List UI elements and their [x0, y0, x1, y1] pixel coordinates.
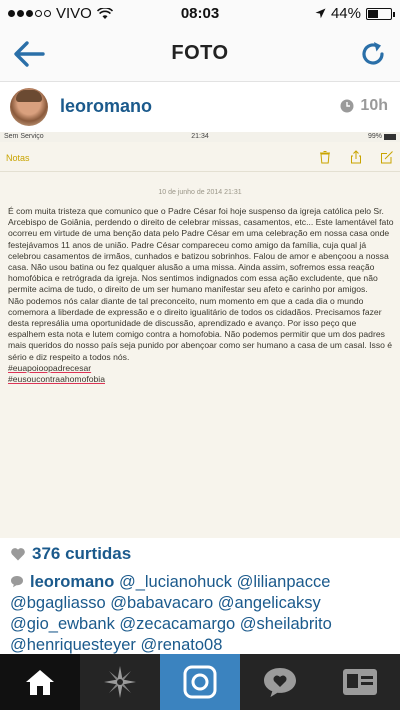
tab-camera[interactable]	[160, 654, 240, 710]
activity-icon	[262, 666, 298, 698]
page-title: FOTO	[171, 42, 229, 64]
note-hashtag-1: #euapoioopadrecesar	[8, 362, 92, 373]
photo-time: 21:34	[191, 133, 209, 140]
post-age: 10h	[360, 97, 388, 114]
note-paragraph-1: É com muita tristeza que comunico que o Padre César foi hoje suspenso da igreja católica pelo Sr. Arcebispo de Goiânia, perdendo o direito de celebrar missas, casamentos, etc... Este lamentável fato ocorreu em virtude de uma benção data pelo Padre César em uma celebração em nossa casa onde festejávamos 11 anos de união. Padre César compareceu como amigo da família, cuja qual já celebrou casamentos de irmãos, cunhados e batizou sobrinhos. Falou de amor e abençoou a nossa casa. Não usou batina ou fez qualquer alusão a uma missa. Ainda assim, sofremos essa reação homofóbica e retrógrada da igreja. Nos sentimos indignados com essa ação excludente, que não permite acima de tudo, o direito de um ser humano manifestar seu afeto e carinho por amigos.	[8, 206, 394, 295]
note-date: 10 de junho de 2014 21:31	[158, 189, 242, 196]
battery-percent: 44%	[330, 5, 361, 22]
status-right	[315, 5, 392, 22]
nav-bar	[0, 26, 400, 82]
note-body	[8, 206, 394, 385]
share-icon	[349, 150, 363, 164]
post-caption	[10, 572, 392, 656]
tab-explore[interactable]	[80, 654, 160, 710]
photo-battery-icon	[384, 134, 396, 140]
post-header	[0, 82, 400, 132]
carrier-name: VIVO	[56, 5, 92, 22]
caption-author[interactable]: leoromano	[30, 573, 115, 591]
status-bar	[0, 0, 400, 26]
trash-icon	[318, 150, 332, 164]
avatar[interactable]	[10, 88, 48, 126]
note-paragraph-2: Não podemos nós calar diante de tal preconceito, num momento em que a cada dia o mundo comemora a liberdade de expressão e o direito igualitário de todos os cidadãos. Precisamos fazer desta represália uma oportunidade de discussão, aprendizado e avanço. Por isso peço que espalhem esta nota e lutem comigo contra a homofobia. Não podemos permitir que um dos padres mais queridos do nosso país seja punido por abençoar como ser humano a casa de um casal. Isso é sério e diz respeito a todos nós.	[8, 295, 393, 362]
post-username[interactable]: leoromano	[60, 96, 153, 116]
heart-icon	[10, 546, 26, 562]
photo-status-bar	[0, 132, 400, 142]
profile-icon	[342, 668, 378, 696]
explore-icon	[103, 665, 137, 699]
post-photo[interactable]	[0, 132, 400, 538]
refresh-icon[interactable]	[358, 39, 388, 69]
status-time: 08:03	[180, 5, 220, 22]
notes-toolbar	[0, 142, 400, 172]
note-hashtag-2: #eusoucontraahomofobia	[8, 374, 105, 385]
battery-icon	[366, 8, 392, 20]
likes-count[interactable]: 376 curtidas	[32, 544, 132, 563]
photo-carrier: Sem Serviço	[4, 133, 44, 140]
bottom-tab-bar	[0, 654, 400, 710]
post-timestamp	[340, 97, 388, 115]
tab-activity[interactable]	[240, 654, 320, 710]
photo-battery-text: 99%	[367, 133, 382, 140]
home-icon	[24, 668, 56, 696]
tab-home[interactable]	[0, 654, 80, 710]
location-arrow-icon	[315, 8, 326, 19]
clock-icon	[340, 99, 354, 113]
compose-icon	[380, 150, 394, 164]
comment-bubble-icon	[10, 575, 24, 588]
camera-icon	[183, 665, 217, 699]
likes-row[interactable]	[10, 544, 131, 564]
caption-text[interactable]: @_lucianohuck @lilianpacce @bgagliasso @babavacaro @angelicaksy @gio_ewbank @zecacamargo @sheilabrito @henriquesteyer @renato08	[10, 573, 332, 654]
back-arrow-icon[interactable]	[12, 40, 46, 68]
tab-profile[interactable]	[320, 654, 400, 710]
notes-back-label: Notas	[6, 153, 30, 163]
